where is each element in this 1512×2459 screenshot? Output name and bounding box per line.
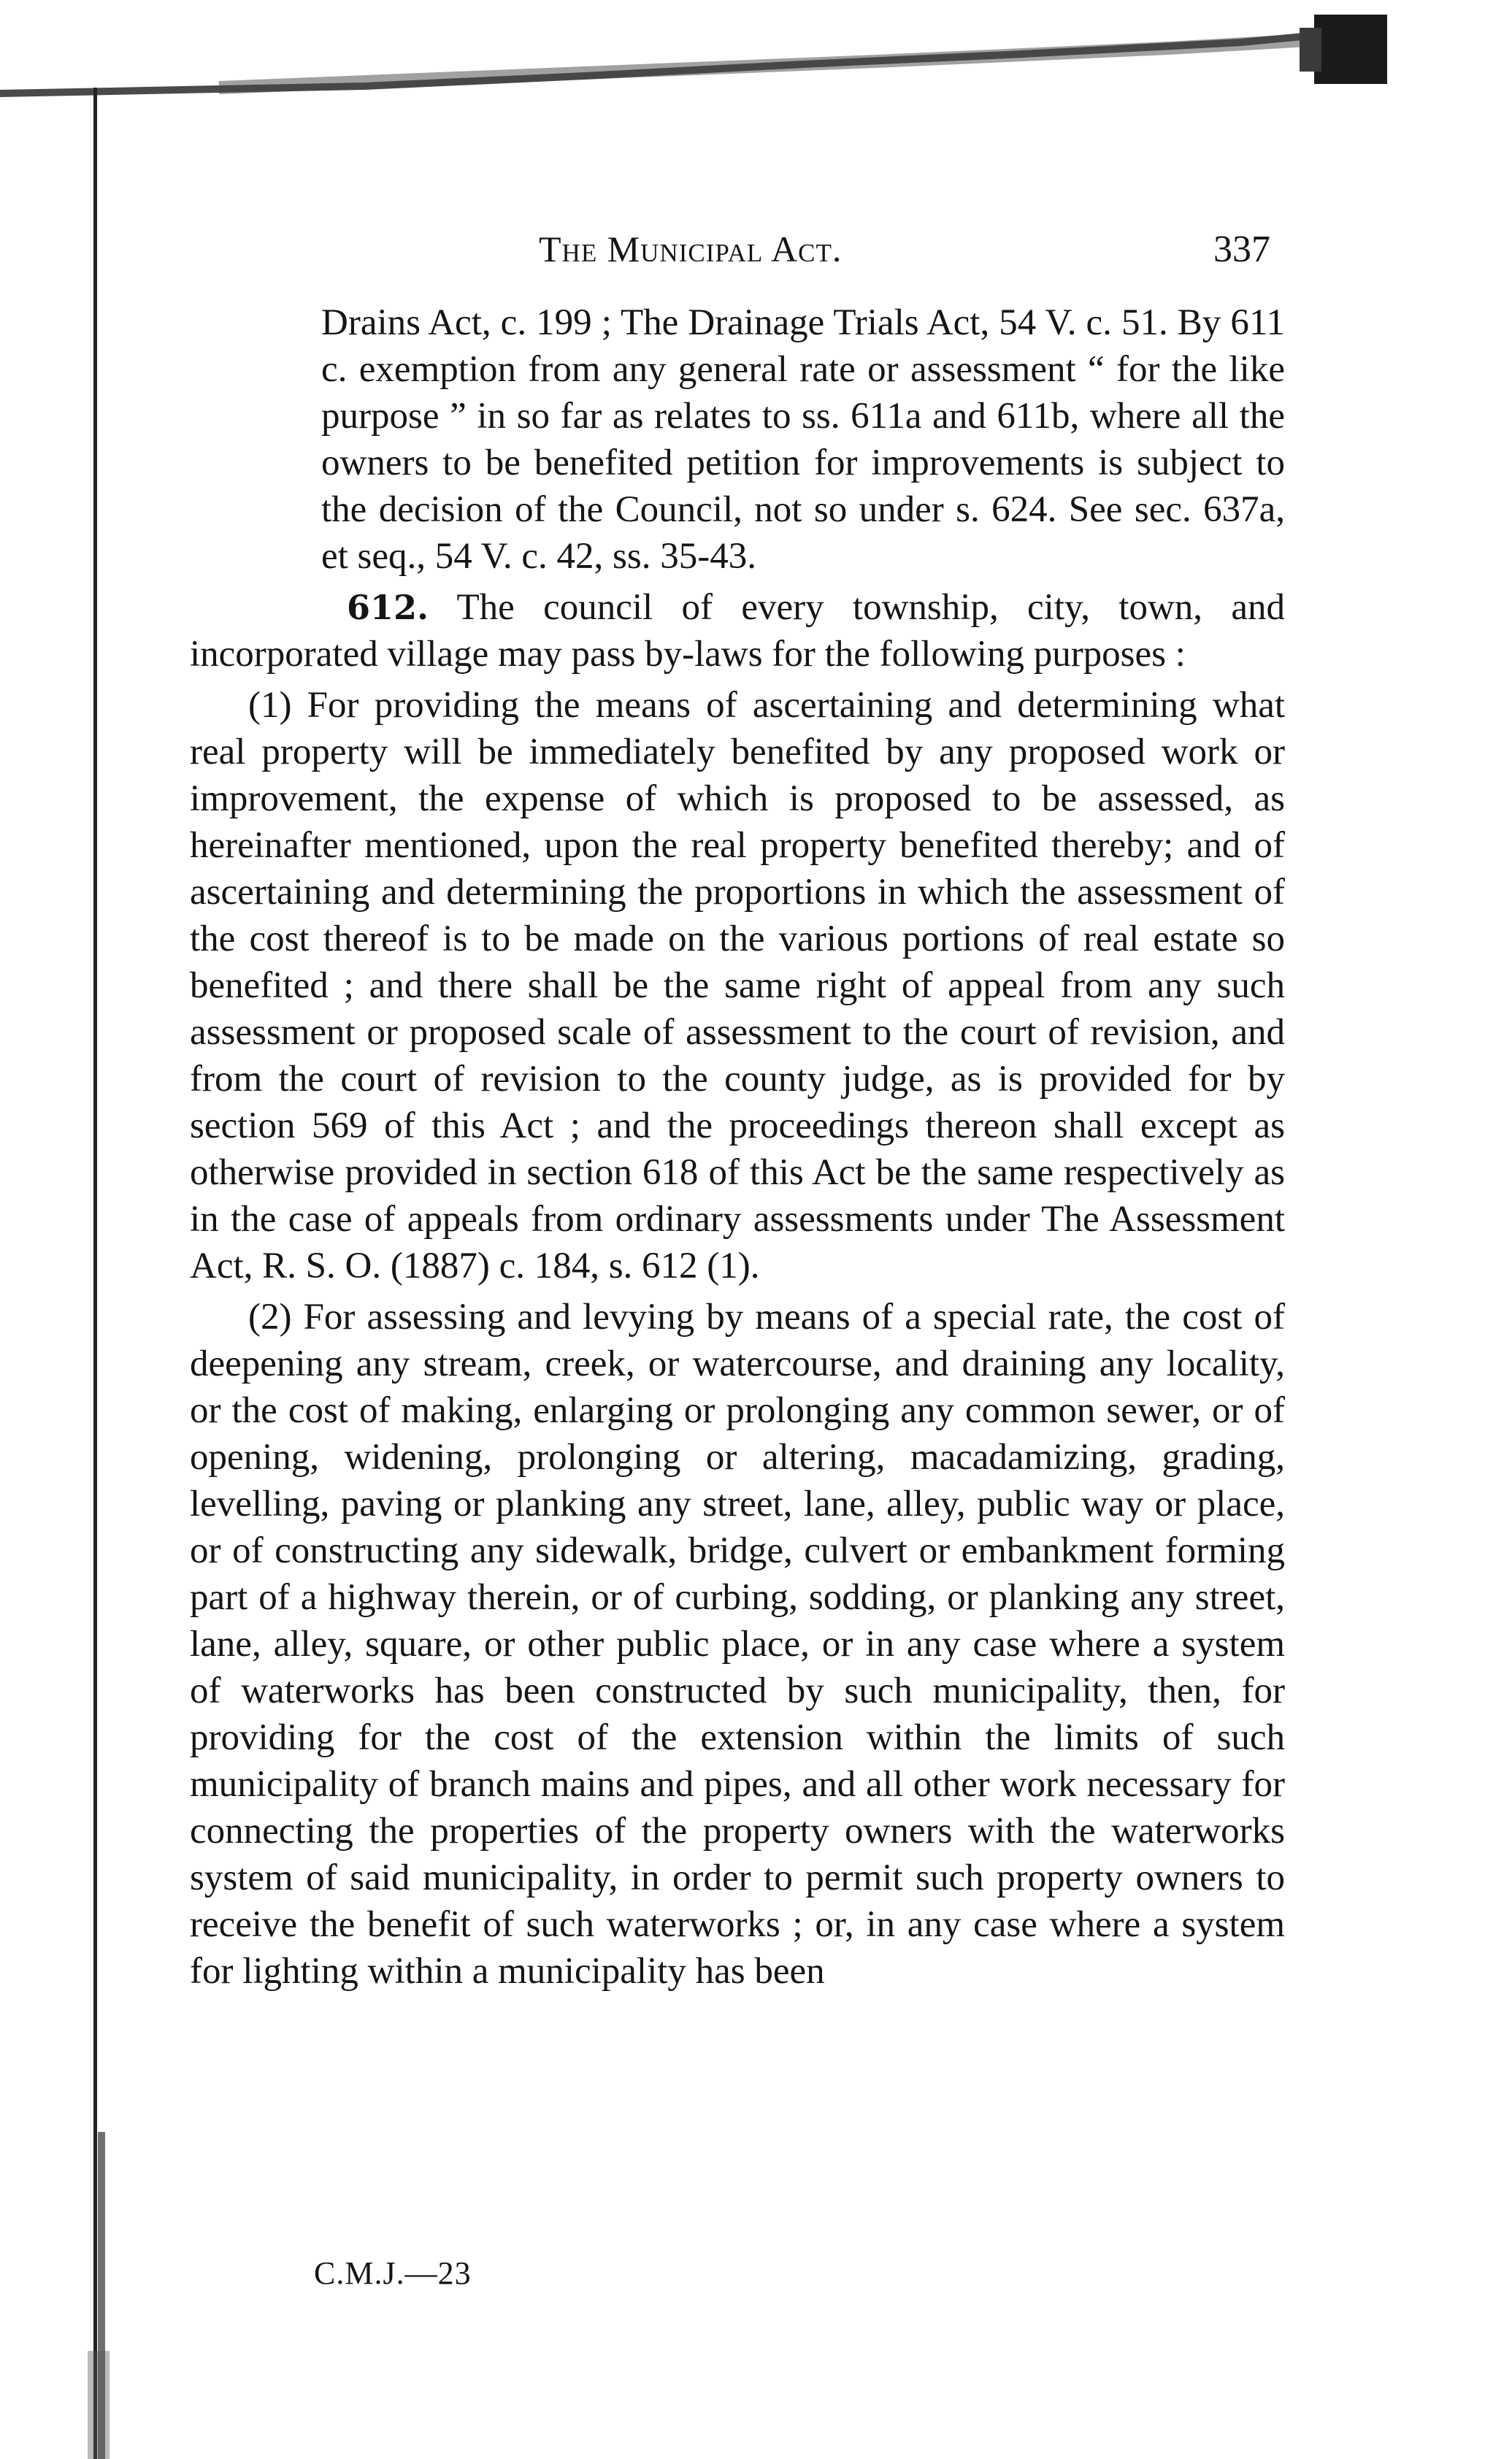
signature-mark: C.M.J.—23 <box>314 2255 472 2291</box>
section-number: 612. <box>347 588 429 627</box>
intro-paragraph: Drains Act, c. 199 ; The Drainage Trials Act, 54 V. c. 51. By 611 c. exemption from any general rate or assessment “ for the like purpose ” in so far as relates to ss. 611a and 611b, where all the owners to be benefited petition for improvements is subject to the decision of the Council, not so under s. 624. See sec. 637a, et seq., 54 V. c. 42, ss. 35-43. <box>321 302 1285 577</box>
clause-2 <box>190 1294 1285 1995</box>
clause-label: (1) <box>248 685 292 726</box>
body-text <box>190 299 1285 1995</box>
page-header <box>197 228 1278 279</box>
clause-text: For assessing and levying by means of a special rate, the cost of deepening any stream, creek, or watercourse, and draining any locality, or the cost of making, enlarging or prolonging any common sewer, or of opening, widening, prolonging or altering, macadamizing, grading, levelling, paving or planking any street, lane, alley, public way or place, or of constructing any sidewalk, bridge, culvert or embankment forming part of a highway therein, or of curbing, sodding, or planking any street, lane, alley, square, or other public place, or in any case where a system of waterworks has been constructed by such municipality, then, for providing for the cost of the extension within the limits of such municipality of branch mains and pipes, and all other work necessary for connecting the properties of the property owners with the waterworks system of said municipality, in order to permit such property owners to receive the benefit of such waterworks ; or, in any case where a system for lighting within a municipality has been <box>190 1297 1285 1992</box>
clause-label: (2) <box>248 1297 292 1338</box>
section-612-paragraph <box>190 584 1285 678</box>
page-number: 337 <box>1213 229 1270 270</box>
scan-artifact-top-edge <box>0 0 1512 110</box>
clause-text: For providing the means of ascertaining and determining what real property will be immediately benefited by any proposed work or improvement, the expense of which is proposed to be assessed, as hereinafter mentioned, upon the real property benefited thereby; and of ascertaining and determining the proportions in which the assessment of the cost thereof is to be made on the various portions of real estate so benefited ; and there shall be the same right of appeal from any such assessment or proposed scale of assessment to the court of revision, and from the court of revision to the county judge, as is provided for by section 569 of this Act ; and the proceedings thereon shall except as otherwise provided in section 618 of this Act be the same respectively as in the case of appeals from ordinary assessments under The Assessment Act, R. S. O. (1887) c. 184, s. 612 (1). <box>190 685 1285 1286</box>
running-title: The Municipal Act. <box>539 229 843 269</box>
scan-artifact-left-edge <box>88 88 117 2459</box>
clause-1 <box>190 682 1285 1289</box>
section-text: The council of every township, city, town, and incorporated village may pass by-laws for the following purposes : <box>190 587 1285 675</box>
